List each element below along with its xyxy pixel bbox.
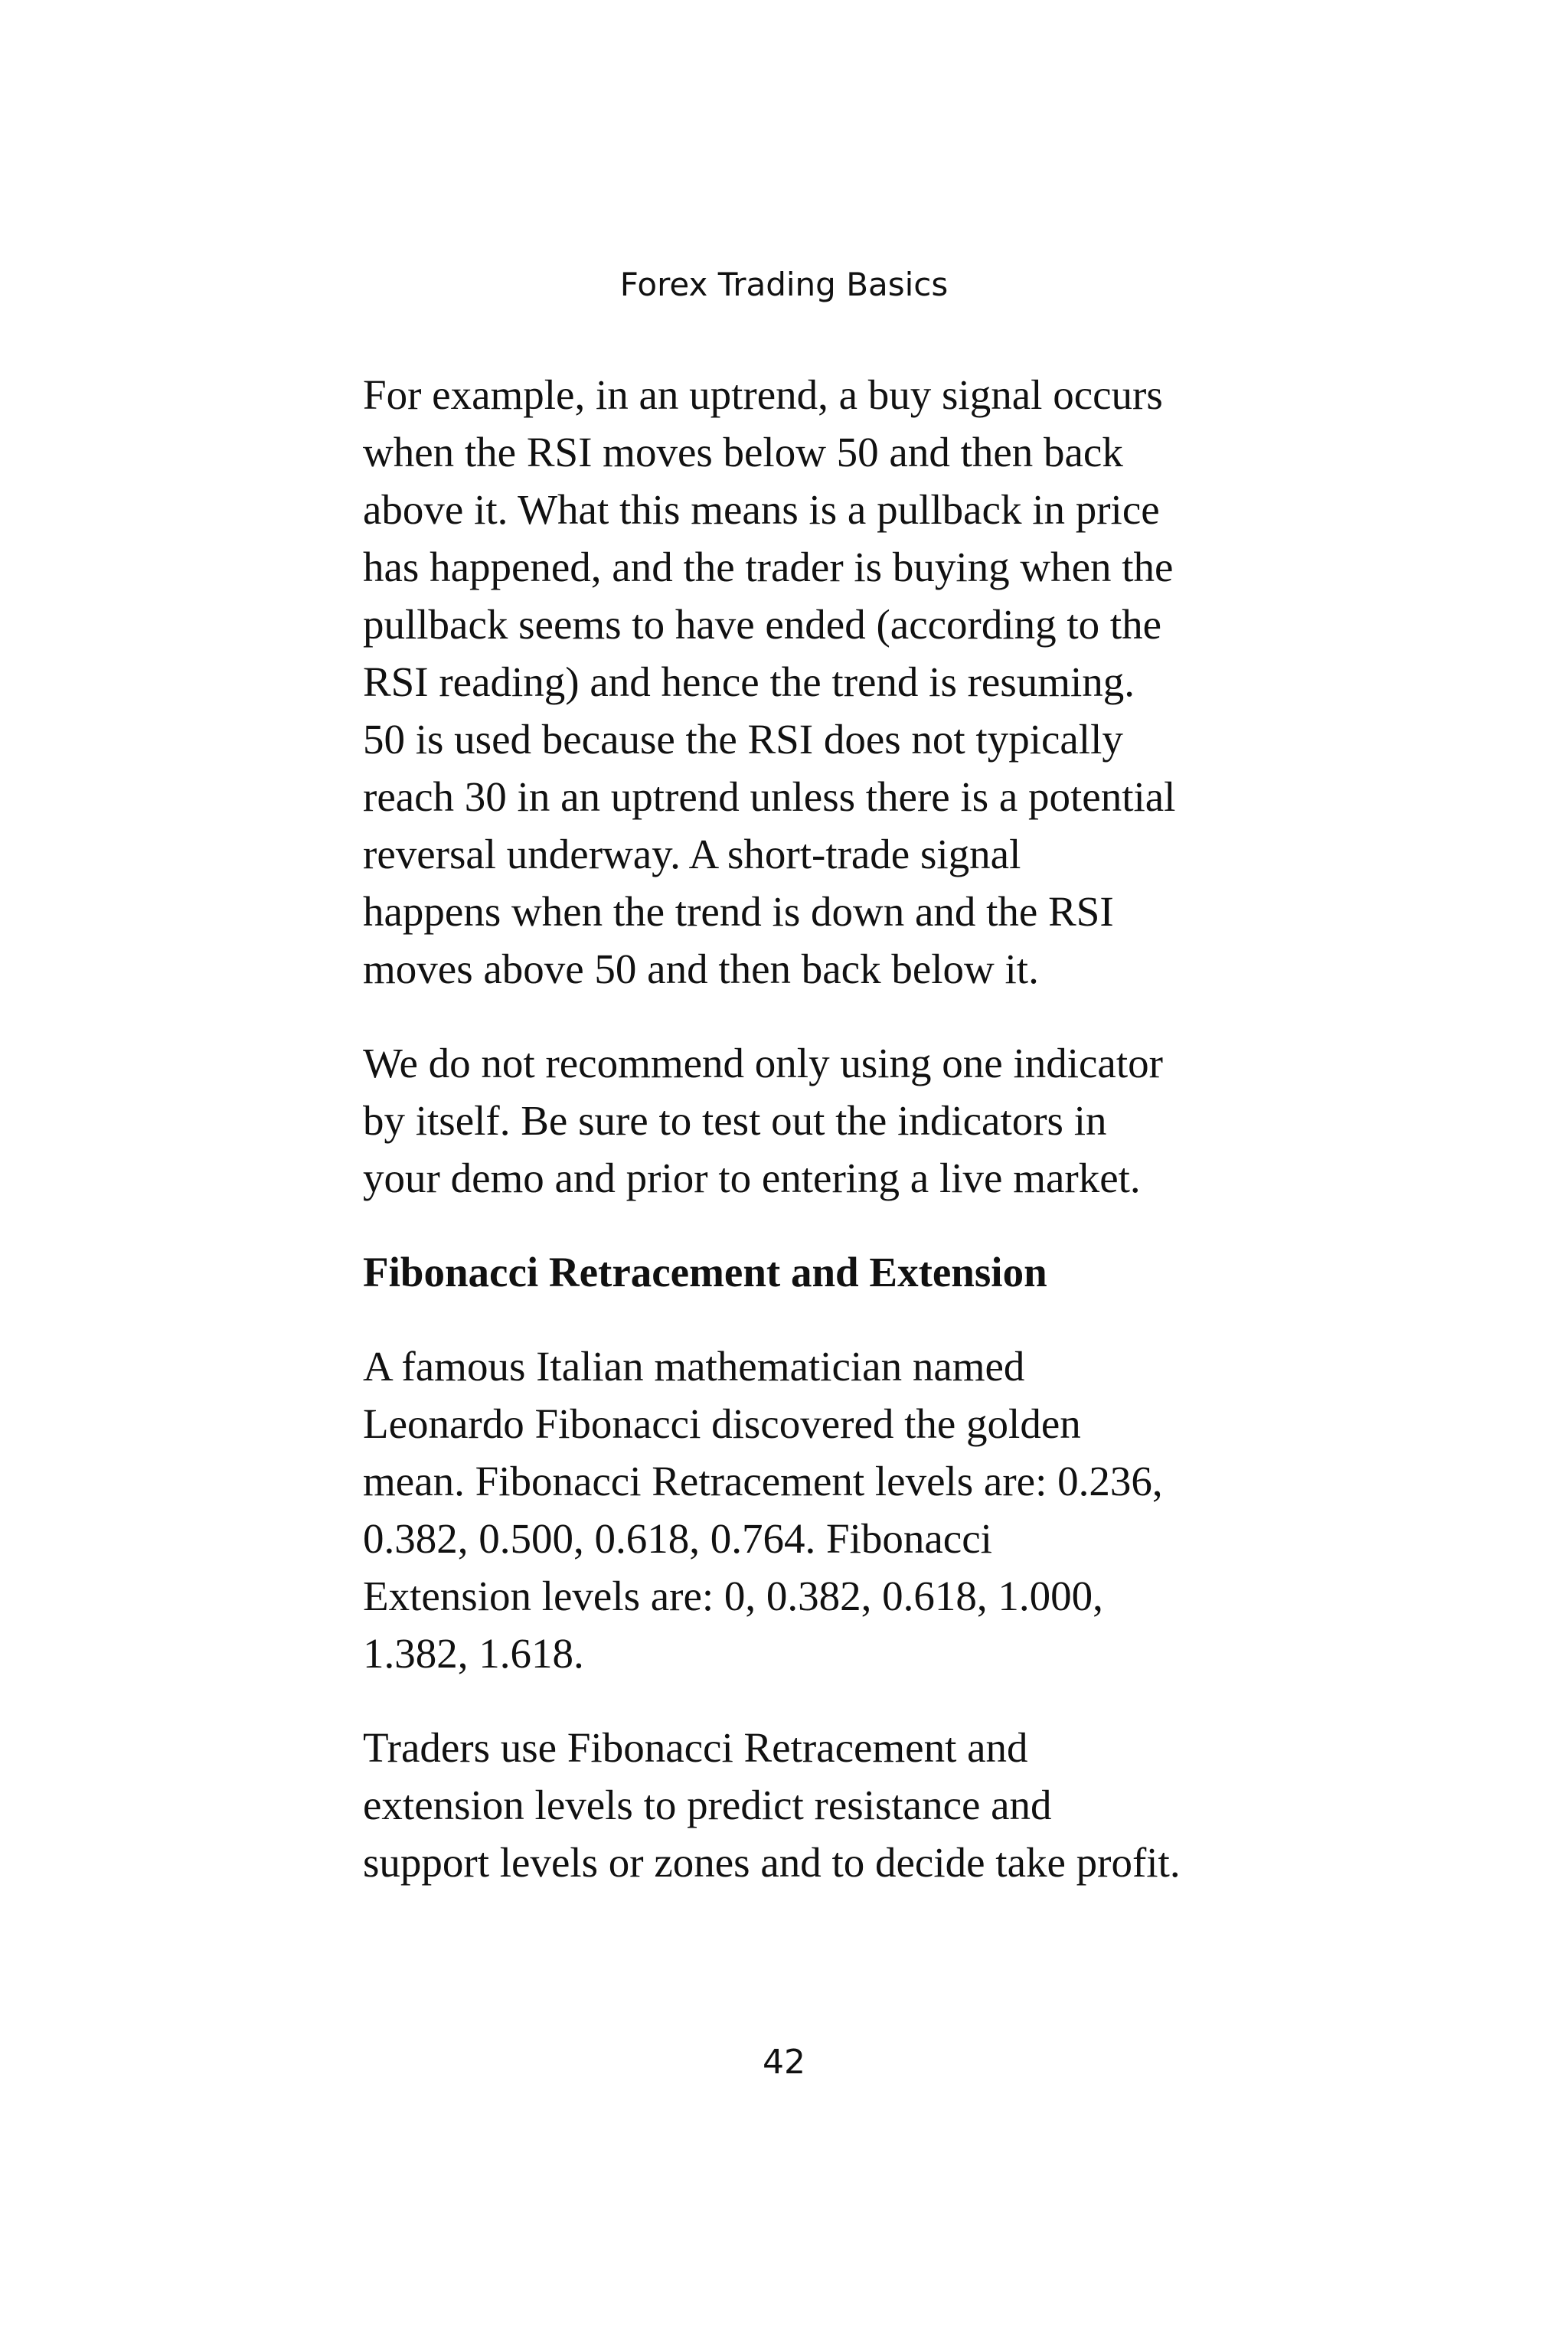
paragraph-rsi-signals: [363, 366, 1220, 998]
page-body: [363, 366, 1220, 1928]
text-line: happens when the trend is down and the RSI: [363, 888, 1114, 935]
text-line: A famous Italian mathematician named: [363, 1343, 1025, 1390]
text-line: RSI reading) and hence the trend is resuming.: [363, 658, 1135, 705]
text-line: Extension levels are: 0, 0.382, 0.618, 1.000,: [363, 1573, 1103, 1619]
text-line: 1.382, 1.618.: [363, 1630, 584, 1677]
text-line: For example, in an uptrend, a buy signal occurs: [363, 371, 1163, 418]
text-line: when the RSI moves below 50 and then back: [363, 429, 1123, 475]
text-line: reversal underway. A short-trade signal: [363, 831, 1021, 877]
text-line: Traders use Fibonacci Retracement and: [363, 1724, 1028, 1771]
text-line: 0.382, 0.500, 0.618, 0.764. Fibonacci: [363, 1515, 992, 1562]
text-line: Leonardo Fibonacci discovered the golden: [363, 1400, 1081, 1447]
paragraph-indicator-advice: [363, 1034, 1220, 1207]
paragraph-fibonacci-usage: [363, 1719, 1220, 1891]
text-line: your demo and prior to entering a live market.: [363, 1155, 1141, 1201]
text-line: has happened, and the trader is buying when the: [363, 544, 1174, 590]
text-line: mean. Fibonacci Retracement levels are: 0.236,: [363, 1458, 1163, 1504]
text-line: extension levels to predict resistance and: [363, 1782, 1052, 1828]
text-line: We do not recommend only using one indicator: [363, 1040, 1163, 1086]
text-line: pullback seems to have ended (according to the: [363, 601, 1162, 648]
section-heading: Fibonacci Retracement and Extension: [363, 1249, 1047, 1295]
page-number: 42: [763, 2043, 805, 2082]
text-line: by itself. Be sure to test out the indicators in: [363, 1097, 1107, 1144]
running-header: Forex Trading Basics: [619, 266, 949, 303]
text-line: reach 30 in an uptrend unless there is a potential: [363, 773, 1176, 820]
text-line: 50 is used because the RSI does not typically: [363, 716, 1123, 763]
text-line: moves above 50 and then back below it.: [363, 946, 1039, 992]
text-line: above it. What this means is a pullback in price: [363, 486, 1160, 533]
text-line: support levels or zones and to decide take profit.: [363, 1839, 1181, 1886]
paragraph-fibonacci-levels: [363, 1338, 1220, 1682]
